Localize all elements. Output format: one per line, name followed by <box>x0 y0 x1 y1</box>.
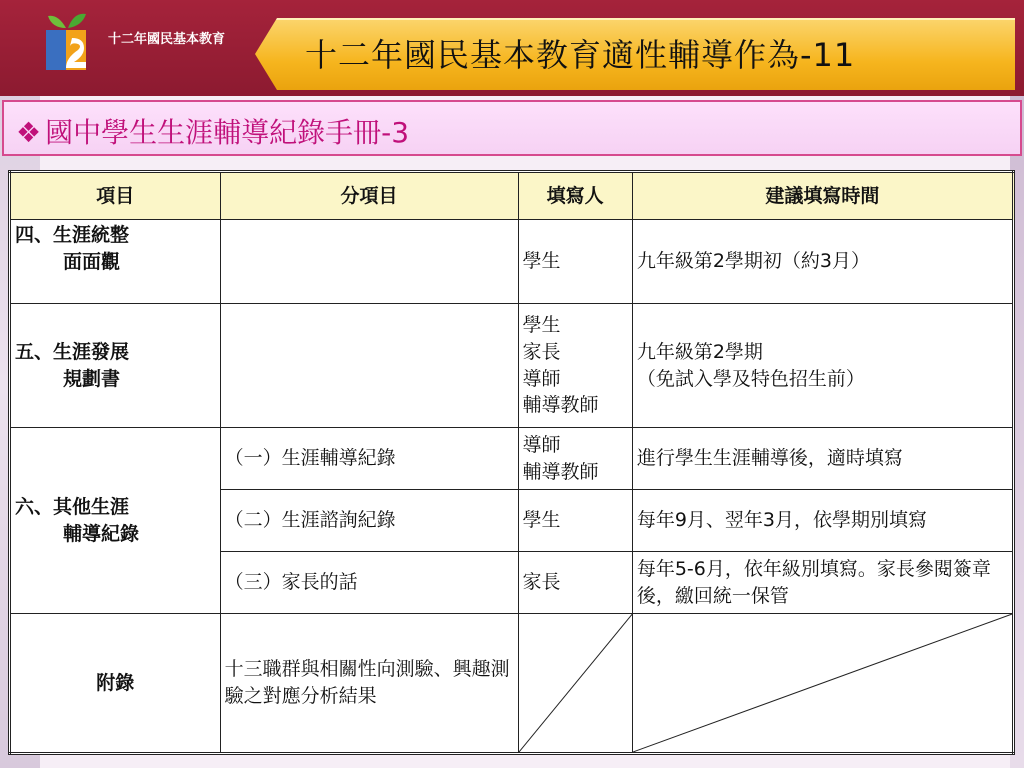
record-handbook-table <box>8 170 1015 755</box>
table-row <box>10 304 1014 428</box>
writer-line: 家長 <box>522 340 561 363</box>
time-cell: 進行學生生涯輔導後，適時填寫 <box>632 428 1013 490</box>
item-cell <box>10 428 221 614</box>
writer-cell: 家長 <box>518 552 632 614</box>
diamond-bullet-icon: ❖ <box>16 116 42 149</box>
writer-cell: 學生 <box>518 220 632 304</box>
brand-text: 十二年國民基本教育 <box>108 32 226 47</box>
item-line: 六、其他生涯 <box>15 495 130 518</box>
writer-line: 輔導教師 <box>522 460 599 483</box>
page-title: 十二年國民基本教育適性輔導作為-11 <box>305 36 856 74</box>
item-line: 輔導紀錄 <box>63 522 140 545</box>
header-time: 建議填寫時間 <box>632 172 1013 220</box>
header-item: 項目 <box>10 172 221 220</box>
item-cell: 附錄 <box>10 614 221 754</box>
time-cell: 每年5-6月，依年級別填寫。家長參閱簽章後，繳回統一保管 <box>632 552 1013 614</box>
item-cell <box>10 220 221 304</box>
item-line: 規劃書 <box>63 367 121 390</box>
table-row <box>10 614 1014 754</box>
item-line: 五、生涯發展 <box>15 340 130 363</box>
item-cell <box>10 304 221 428</box>
subitem-cell: （三）家長的話 <box>220 552 518 614</box>
writer-line: 導師 <box>522 367 561 390</box>
subitem-cell: 十三職群與相關性向測驗、興趣測驗之對應分析結果 <box>220 614 518 754</box>
time-cell: 每年9月、翌年3月，依學期別填寫 <box>632 490 1013 552</box>
time-line: （免試入學及特色招生前） <box>636 367 865 390</box>
writer-cell <box>518 304 632 428</box>
header-writer: 填寫人 <box>518 172 632 220</box>
subitem-cell: （一）生涯輔導紀錄 <box>220 428 518 490</box>
subitem-cell: （二）生涯諮詢紀錄 <box>220 490 518 552</box>
item-line: 四、生涯統整 <box>15 224 130 246</box>
diagonal-empty-cell <box>632 614 1013 754</box>
writer-cell <box>518 428 632 490</box>
table-header-row <box>10 172 1014 220</box>
subitem-cell <box>220 304 518 428</box>
writer-line: 輔導教師 <box>522 394 599 417</box>
diagonal-empty-cell <box>518 614 632 754</box>
diagonal-line-icon <box>519 614 632 752</box>
time-cell <box>632 304 1013 428</box>
time-cell: 九年級第2學期初（約3月） <box>632 220 1013 304</box>
table-row <box>10 428 1014 490</box>
section-title-text: 國中學生生涯輔導紀錄手冊-3 <box>45 116 410 149</box>
writer-line: 導師 <box>522 433 561 456</box>
header-subitem: 分項目 <box>220 172 518 220</box>
section-title <box>16 111 409 151</box>
subitem-cell <box>220 220 518 304</box>
writer-cell: 學生 <box>518 490 632 552</box>
item-line: 面面觀 <box>63 250 121 273</box>
writer-line: 學生 <box>522 314 561 337</box>
table-row <box>10 220 1014 304</box>
education-logo-icon <box>44 8 100 74</box>
section-banner <box>2 100 1022 156</box>
time-line: 九年級第2學期 <box>636 340 763 363</box>
diagonal-line-icon <box>633 614 1012 752</box>
